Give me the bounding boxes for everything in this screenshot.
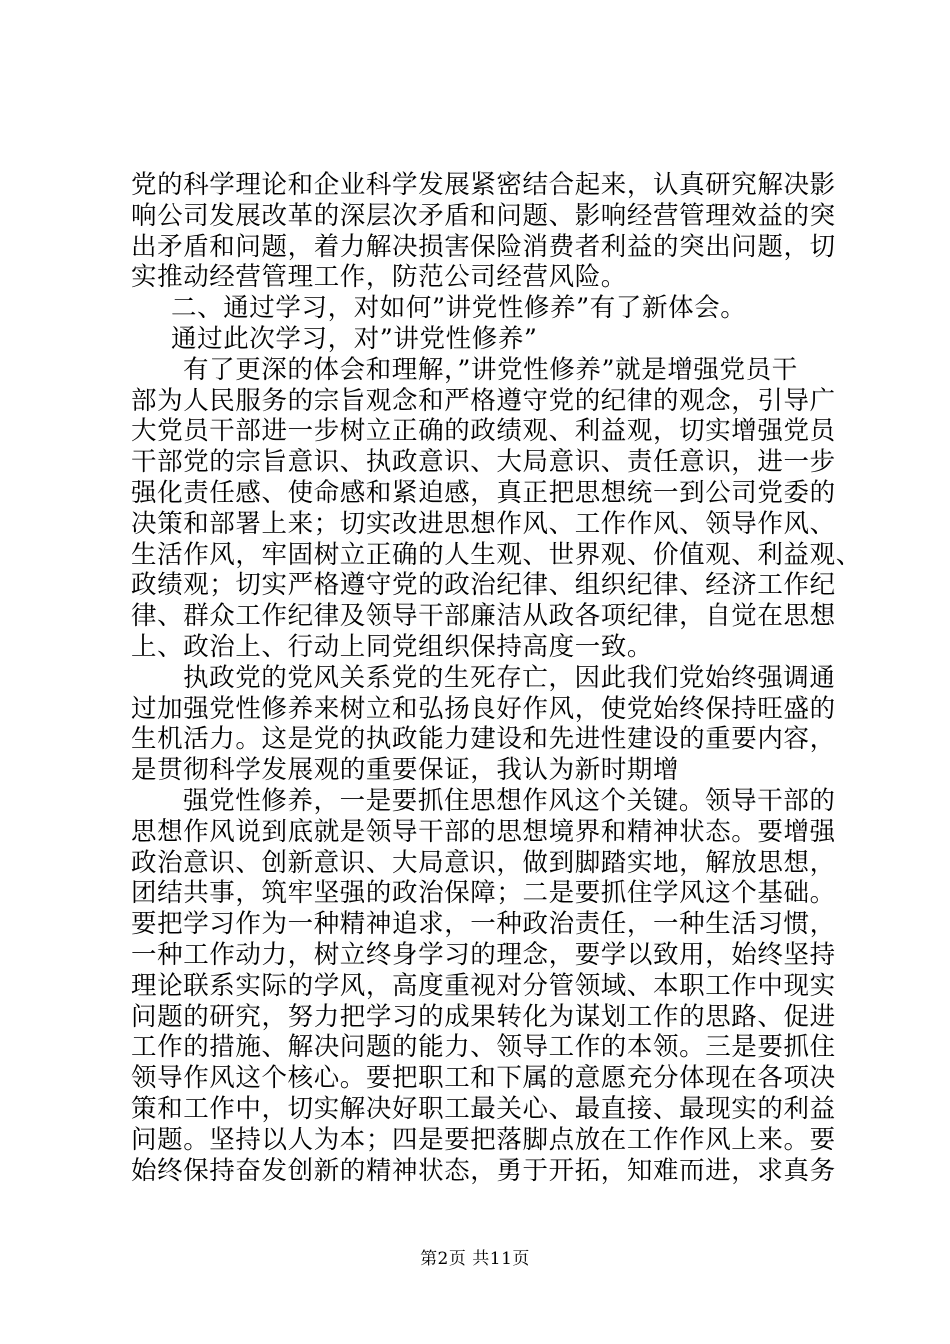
text-line: 团结共事，筑牢坚强的政治保障；二是要抓住学风这个基础。 <box>131 878 836 909</box>
text-line: 生活作风，牢固树立正确的人生观、世界观、价值观、利益观、 <box>131 539 862 570</box>
text-line: 通过此次学习，对”讲党性修养” <box>171 323 538 354</box>
text-line: 出矛盾和问题，着力解决损害保险消费者利益的突出问题，切 <box>131 231 836 262</box>
text-line: 实推动经营管理工作，防范公司经营风险。 <box>131 262 627 293</box>
text-line: 思想作风说到底就是领导干部的思想境界和精神状态。要增强 <box>131 816 836 847</box>
body-text <box>131 170 862 1186</box>
text-line: 执政党的党风关系党的生死存亡，因此我们党始终强调通 <box>183 662 836 693</box>
text-line: 上、政治上、行动上同党组织保持高度一致。 <box>131 631 654 662</box>
text-line: 始终保持奋发创新的精神状态，勇于开拓，知难而进，求真务 <box>131 1155 836 1186</box>
text-line: 干部党的宗旨意识、执政意识、大局意识、责任意识，进一步 <box>131 447 836 478</box>
text-line: 一种工作动力，树立终身学习的理念，要学以致用，始终坚持 <box>131 939 836 970</box>
text-line: 大党员干部进一步树立正确的政绩观、利益观，切实增强党员 <box>131 416 836 447</box>
text-line: 领导作风这个核心。要把职工和下属的意愿充分体现在各项决 <box>131 1063 836 1094</box>
text-line: 强党性修养，一是要抓住思想作风这个关键。领导干部的 <box>183 785 836 816</box>
text-line: 过加强党性修养来树立和弘扬良好作风，使党始终保持旺盛的 <box>131 693 836 724</box>
text-line: 部为人民服务的宗旨观念和严格遵守党的纪律的观念，引导广 <box>131 385 836 416</box>
text-line: 有了更深的体会和理解，”讲党性修养”就是增强党员干 <box>183 354 798 385</box>
text-line: 党的科学理论和企业科学发展紧密结合起来，认真研究解决影 <box>131 170 836 200</box>
text-line: 问题的研究，努力把学习的成果转化为谋划工作的思路、促进 <box>131 1001 836 1032</box>
page-number-footer: 第2页 共11页 <box>420 1249 530 1269</box>
text-line: 要把学习作为一种精神追求，一种政治责任，一种生活习惯， <box>131 909 836 940</box>
text-line: 决策和部署上来；切实改进思想作风、工作作风、领导作风、 <box>131 508 836 539</box>
text-line: 强化责任感、使命感和紧迫感，真正把思想统一到公司党委的 <box>131 477 836 508</box>
text-line: 律、群众工作纪律及领导干部廉洁从政各项纪律，自觉在思想 <box>131 601 836 632</box>
text-line: 是贯彻科学发展观的重要保证，我认为新时期增 <box>131 755 680 786</box>
text-line: 响公司发展改革的深层次矛盾和问题、影响经营管理效益的突 <box>131 200 836 231</box>
text-line: 理论联系实际的学风，高度重视对分管领域、本职工作中现实 <box>131 970 836 1001</box>
section-heading: 二、通过学习，对如何”讲党性修养”有了新体会。 <box>171 293 747 324</box>
text-line: 问题。坚持以人为本；四是要把落脚点放在工作作风上来。要 <box>131 1124 836 1155</box>
text-line: 策和工作中，切实解决好职工最关心、最直接、最现实的利益 <box>131 1093 836 1124</box>
text-line: 生机活力。这是党的执政能力建设和先进性建设的重要内容， <box>131 724 836 755</box>
text-line: 工作的措施、解决问题的能力、领导工作的本领。三是要抓住 <box>131 1032 836 1063</box>
text-line: 政绩观；切实严格遵守党的政治纪律、组织纪律、经济工作纪 <box>131 570 836 601</box>
text-line: 政治意识、创新意识、大局意识，做到脚踏实地，解放思想， <box>131 847 836 878</box>
